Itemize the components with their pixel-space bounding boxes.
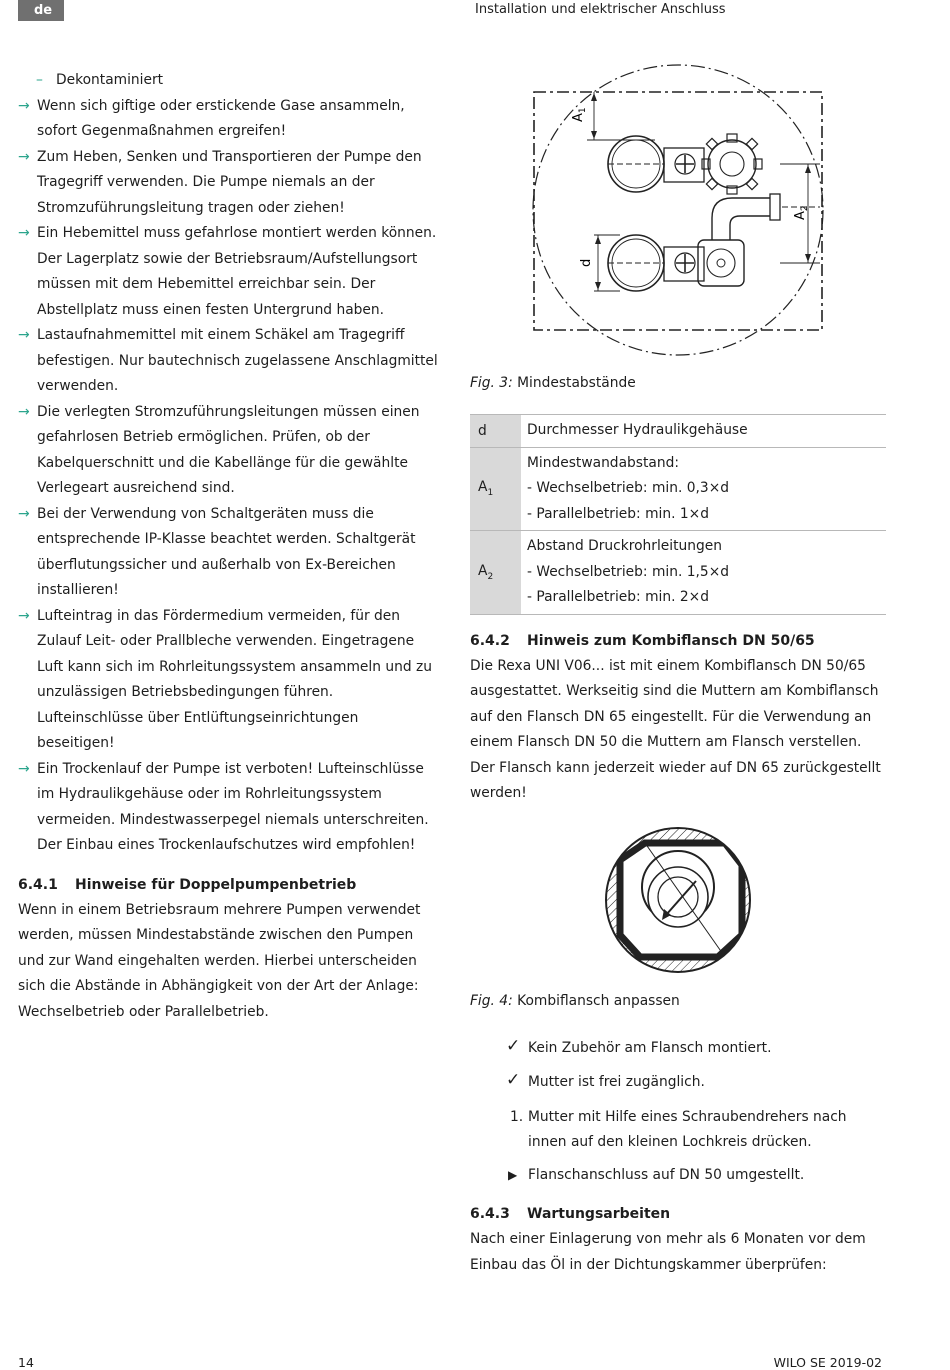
section-643-body: Nach einer Einlagerung von mehr als 6 Monaten vor dem Einbau das Öl in der Dichtungskammer überprüfen:: [470, 1231, 866, 1273]
label-d: d: [579, 258, 594, 267]
table-row: [470, 531, 886, 615]
figure-3-drawing: [470, 60, 888, 365]
arrow-right-icon: →: [18, 403, 30, 420]
table-key: d: [470, 415, 521, 448]
dash-icon: –: [36, 72, 43, 88]
footer-company: WILO SE 2019-02: [773, 1355, 882, 1370]
bullet-item: → Wenn sich giftige oder erstickende Gase ansammeln, sofort Gegenmaßnahmen ergreifen!: [18, 94, 438, 145]
table-value: Durchmesser Hydraulikgehäuse: [521, 415, 886, 448]
triangle-right-icon: ▶: [508, 1167, 518, 1182]
section-heading-642: 6.4.2 Hinweis zum Kombiflansch DN 50/65: [470, 632, 815, 649]
bullet-item: → Zum Heben, Senken und Transportieren der Pumpe den Tragegriff verwenden. Die Pumpe niemals an der Stromzuführungsleitung tragen oder ziehen!: [18, 145, 438, 222]
figure-3-caption: Fig. 3: Mindestabstände: [470, 375, 636, 391]
language-tab: de: [18, 0, 64, 21]
figure-4-drawing: [470, 825, 888, 975]
right-column: [470, 60, 888, 1278]
section-642-body: Die Rexa UNI V06... ist mit einem Kombiflansch DN 50/65 ausgestattet. Werkseitig sind die Muttern am Kombiflansch auf den Flansch DN 65 eingestellt. Für die Verwendung an einem Flansch DN 50 die Muttern am Flansch verstellen. Der Flansch kann jederzeit wieder auf DN 65 zurückgestellt werden!: [470, 657, 881, 801]
dash-item: – Dekontaminiert: [18, 68, 438, 94]
arrow-right-icon: →: [18, 760, 30, 777]
precondition-item: ✓ Mutter ist frei zugänglich.: [470, 1070, 888, 1096]
left-column: [18, 68, 438, 1025]
label-a1: $A_1$: [571, 107, 588, 122]
arrow-right-icon: →: [18, 327, 30, 343]
page-number: 14: [18, 1355, 34, 1370]
table-key: $A_1$: [470, 447, 521, 531]
check-icon: ✓: [506, 1035, 521, 1056]
dimensions-table: [470, 414, 886, 615]
arrow-right-icon: →: [18, 505, 30, 522]
arrow-right-icon: →: [18, 97, 30, 114]
result-item: ▶ Flanschanschluss auf DN 50 umgestellt.: [470, 1163, 888, 1189]
bullet-item: → Lastaufnahmemittel mit einem Schäkel am Tragegriff befestigen. Nur bautechnisch zugelassene Anschlagmittel verwenden.: [18, 323, 438, 400]
section-heading-641: 6.4.1 Hinweise für Doppelpumpenbetrieb: [18, 876, 357, 893]
table-row: [470, 447, 886, 531]
bullet-list: [18, 94, 438, 859]
bullet-item: → Bei der Verwendung von Schaltgeräten muss die entsprechende IP-Klasse beachtet werden. Schaltgerät überflutungssicher und außerhalb von Ex-Bereichen installieren!: [18, 502, 438, 604]
bullet-item: → Ein Hebemittel muss gefahrlose montiert werden können. Der Lagerplatz sowie der Betriebsraum/Aufstellungsort müssen mit dem Hebemittel erreichbar sein. Der Abstellplatz muss einen festen Untergrund haben.: [18, 221, 438, 323]
section-heading-643: 6.4.3 Wartungsarbeiten: [470, 1206, 671, 1222]
table-key: $A_2$: [470, 531, 521, 615]
figure-4-caption: Fig. 4: Kombiflansch anpassen: [470, 992, 680, 1009]
running-title: Installation und elektrischer Anschluss: [475, 2, 726, 17]
step-number: 1.: [510, 1108, 524, 1125]
arrow-right-icon: →: [18, 148, 30, 165]
bullet-item: → Die verlegten Stromzuführungsleitungen müssen einen gefahrlosen Betrieb ermöglichen. Prüfen, ob der Kabelquerschnitt und die Kabellänge für die gewählte Verlegeart ausreichend sind.: [18, 400, 438, 502]
table-value: Mindestwandabstand: - Wechselbetrieb: min. 0,3×d - Parallelbetrieb: min. 1×d: [521, 447, 886, 531]
arrow-right-icon: →: [18, 607, 30, 624]
table-row: [470, 415, 886, 448]
table-value: Abstand Druckrohrleitungen - Wechselbetrieb: min. 1,5×d - Parallelbetrieb: min. 2×d: [521, 531, 886, 615]
step-item: 1. Mutter mit Hilfe eines Schraubendrehers nach innen auf den kleinen Lochkreis drücken.: [470, 1105, 888, 1156]
bullet-item: → Lufteintrag in das Fördermedium vermeiden, für den Zulauf Leit- oder Prallbleche verwenden. Eingetragene Luft kann sich im Rohrleitungssystem ansammeln und zu unzulässigen Betriebsbedingungen führen. Lufteinschlüsse über Entlüftungseinrichtungen beseitigen!: [18, 604, 438, 757]
arrow-right-icon: →: [18, 225, 30, 241]
check-icon: ✓: [506, 1070, 521, 1090]
precondition-item: ✓ Kein Zubehör am Flansch montiert.: [470, 1036, 888, 1062]
label-a2: $A_2$: [793, 205, 810, 220]
section-641-body: Wenn in einem Betriebsraum mehrere Pumpen verwendet werden, müssen Mindestabstände zwischen den Pumpen und zur Wand eingehalten werden. Hierbei unterscheiden sich die Abstände in Abhängigkeit von der Art der Anlage: Wechselbetrieb oder Parallelbetrieb.: [18, 901, 421, 1020]
bullet-item: → Ein Trockenlauf der Pumpe ist verboten! Lufteinschlüsse im Hydraulikgehäuse oder im Rohrleitungssystem vermeiden. Mindestwasserpegel niemals unterschreiten. Der Einbau eines Trockenlaufschutzes wird empfohlen!: [18, 757, 438, 859]
